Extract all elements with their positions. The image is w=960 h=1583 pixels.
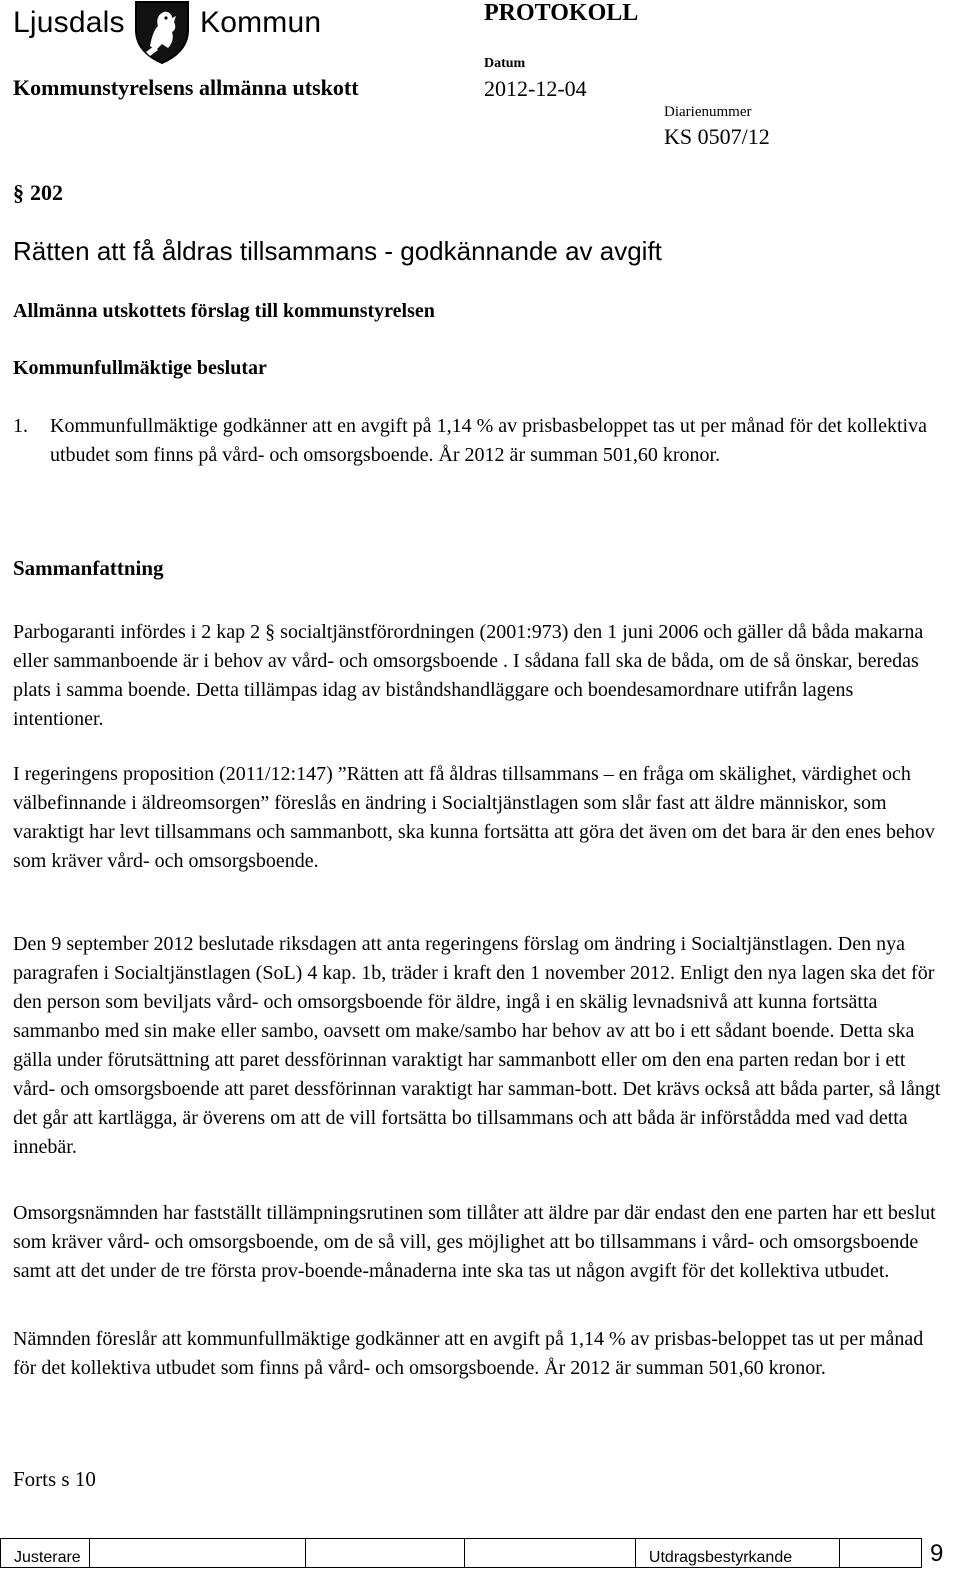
justerare-sign-cell [90, 1539, 305, 1568]
utdragsbestyrkande-cell: Utdragsbestyrkande [635, 1539, 839, 1568]
paragraph-text: Nämnden föreslår att kommunfullmäktige godkänner att en avgift på 1,14 % av prisbas-beloppet tas ut per månad för det kollektiva utbudet som finns på vård- och omsorgsboende. År 2012 är summan 501,60 kronor. [13, 1328, 924, 1379]
paragraph-text: Parbogaranti infördes i 2 kap 2 § socialtjänstförordningen (2001:973) den 1 juni 2006 och gäller då båda makarna eller sammanboende är i behov av vård- och omsorgsboende . I sådana fall ska de båda, om de så önskar, beredas plats i samma boende. Detta tillämpas idag av biståndshandläggare och boendesamordnare utifrån lagens intentioner. [13, 621, 924, 730]
section-number [13, 180, 63, 206]
justerare-sign-cell [305, 1539, 465, 1568]
paragraph-text: Den 9 september 2012 beslutade riksdagen att anta regeringens förslag om ändring i Socialtjänstlagen. Den nya paragrafen i Socialtjänstlagen (SoL) 4 kap. 1b, träder i kraft den 1 november 2012. Enligt den nya lagen ska det för den person som beviljats vård- och omsorgsboende för äldre, ingå i en skälig levnadsnivå att kunna fortsätta sammanbo med sin make eller sambo, oavsett om make/sambo har behov av att bo i ett sådant boende. Detta ska gälla under förutsättning att paret dessförinnan varaktigt har sammanbott eller om den ena parten redan bor i ett vård- och omsorgsboende att paret dessförinnan varaktigt har samman-bott. Det krävs också att båda parter, så långt det går att kartlägga, är överens om att de vill fortsätta bo tillsammans och att båda är införstådda med vad detta innebär. [13, 933, 941, 1158]
paragraph-text: Omsorgsnämnden har fastställt tillämpningsrutinen som tillåter att äldre par där endast den ene parten har ett beslut som kräver vård- och omsorgsboende, om de så vill, ges möjlighet att bo tillsammans i vård- och omsorgsboende samt att det under de tre första prov-boende-månaderna inte ska tas ut någon avgift för det kollektiva utbudet. [13, 1202, 936, 1282]
section-number-value: 202 [30, 180, 63, 205]
decision-item-text: Kommunfullmäktige godkänner att en avgift på 1,14 % av prisbasbeloppet tas ut per månad för det kollektiva utbudet som finns på vård- och omsorgsboende. År 2012 är summan 501,60 kronor. [50, 415, 927, 466]
summary-paragraph-3 [13, 930, 948, 1162]
logo-text-left: Ljusdals [13, 6, 125, 39]
page-title: Rätten att få åldras tillsammans - godkännande av avgift [13, 236, 662, 266]
signature-footer [0, 1538, 922, 1568]
continued-note: Forts s 10 [13, 1467, 96, 1491]
summary-paragraph-5 [13, 1325, 948, 1383]
date-value: 2012-12-04 [484, 76, 587, 101]
logo-text-right: Kommun [200, 6, 322, 39]
decision-heading: Kommunfullmäktige beslutar [13, 357, 267, 379]
diarie-label: Diarienummer [664, 104, 752, 120]
decision-item [13, 412, 933, 470]
decision-item-number: 1. [13, 415, 28, 437]
paragraph-text: I regeringens proposition (2011/12:147) ”Rätten att få åldras tillsammans – en fråga om skälighet, värdighet och välbefinnande i äldreomsorgen” föreslås en ändring i Socialtjänstlagen som slår fast att äldre människor, som varaktigt har levt tillsammans och sammanbott, ska kunna fortsätta att göra det även om det bara är den enes behov som kräver vård- och omsorgsboende. [13, 763, 935, 872]
summary-heading: Sammanfattning [13, 556, 164, 580]
committee-name: Kommunstyrelsens allmänna utskott [13, 75, 359, 100]
date-label: Datum [484, 56, 526, 71]
summary-paragraph-2 [13, 760, 948, 876]
paragraph-symbol: § [13, 180, 24, 205]
document-type: PROTOKOLL [484, 0, 639, 26]
summary-paragraph-4 [13, 1199, 948, 1286]
coat-of-arms-icon [132, 0, 192, 69]
proposal-heading: Allmänna utskottets förslag till kommunstyrelsen [13, 300, 435, 322]
page-number: 9 [930, 1540, 944, 1567]
summary-paragraph-1 [13, 618, 948, 734]
diarie-value: KS 0507/12 [664, 124, 770, 149]
utdragsbestyrkande-sign-cell [839, 1539, 921, 1568]
justerare-sign-cell [465, 1539, 636, 1568]
justerare-cell: Justerare [1, 1539, 90, 1568]
